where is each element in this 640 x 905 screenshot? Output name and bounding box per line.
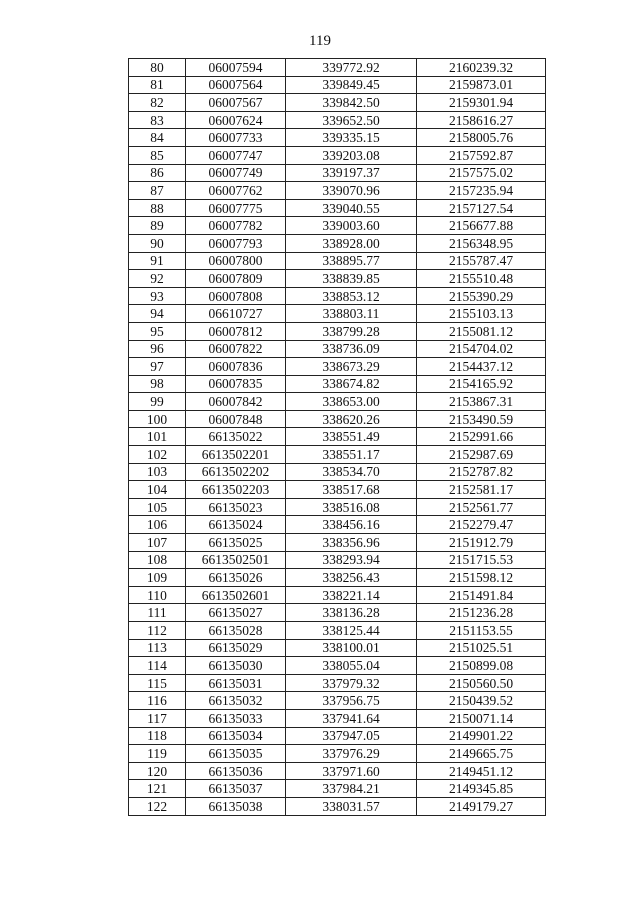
point-id-cell: 66135032: [186, 692, 286, 710]
point-id-cell: 06007733: [186, 129, 286, 147]
point-id-cell: 66135037: [186, 780, 286, 798]
point-id-cell: 06007782: [186, 217, 286, 235]
point-number-cell: 105: [129, 498, 186, 516]
point-number-cell: 111: [129, 604, 186, 622]
table-row: [129, 428, 546, 446]
point-id-cell: 06007762: [186, 182, 286, 200]
table-row: [129, 182, 546, 200]
table-row: [129, 780, 546, 798]
table-row: [129, 94, 546, 112]
point-id-cell: 06007809: [186, 270, 286, 288]
x-coordinate-cell: 337976.29: [286, 745, 417, 763]
y-coordinate-cell: 2152987.69: [417, 446, 546, 464]
point-number-cell: 110: [129, 586, 186, 604]
point-number-cell: 93: [129, 287, 186, 305]
table-row: [129, 639, 546, 657]
table-row: [129, 622, 546, 640]
x-coordinate-cell: 337947.05: [286, 727, 417, 745]
point-number-cell: 118: [129, 727, 186, 745]
x-coordinate-cell: 338853.12: [286, 287, 417, 305]
point-number-cell: 113: [129, 639, 186, 657]
table-row: [129, 76, 546, 94]
point-number-cell: 91: [129, 252, 186, 270]
point-id-cell: 06007749: [186, 164, 286, 182]
x-coordinate-cell: 338534.70: [286, 463, 417, 481]
x-coordinate-cell: 338100.01: [286, 639, 417, 657]
point-number-cell: 94: [129, 305, 186, 323]
table-row: [129, 709, 546, 727]
point-number-cell: 106: [129, 516, 186, 534]
y-coordinate-cell: 2158005.76: [417, 129, 546, 147]
table-row: [129, 551, 546, 569]
table-row: [129, 446, 546, 464]
x-coordinate-cell: 339197.37: [286, 164, 417, 182]
y-coordinate-cell: 2157235.94: [417, 182, 546, 200]
x-coordinate-cell: 338136.28: [286, 604, 417, 622]
x-coordinate-cell: 338653.00: [286, 393, 417, 411]
point-id-cell: 06007567: [186, 94, 286, 112]
x-coordinate-cell: 338839.85: [286, 270, 417, 288]
table-row: [129, 481, 546, 499]
table-row: [129, 59, 546, 77]
table-row: [129, 569, 546, 587]
y-coordinate-cell: 2155787.47: [417, 252, 546, 270]
y-coordinate-cell: 2153490.59: [417, 410, 546, 428]
table-row: [129, 463, 546, 481]
y-coordinate-cell: 2160239.32: [417, 59, 546, 77]
point-number-cell: 108: [129, 551, 186, 569]
y-coordinate-cell: 2149345.85: [417, 780, 546, 798]
table-row: [129, 234, 546, 252]
y-coordinate-cell: 2159301.94: [417, 94, 546, 112]
y-coordinate-cell: 2155081.12: [417, 322, 546, 340]
x-coordinate-cell: 339040.55: [286, 199, 417, 217]
point-id-cell: 66135029: [186, 639, 286, 657]
point-number-cell: 84: [129, 129, 186, 147]
x-coordinate-cell: 337956.75: [286, 692, 417, 710]
point-number-cell: 104: [129, 481, 186, 499]
point-number-cell: 114: [129, 657, 186, 675]
y-coordinate-cell: 2150899.08: [417, 657, 546, 675]
x-coordinate-cell: 338516.08: [286, 498, 417, 516]
x-coordinate-cell: 339070.96: [286, 182, 417, 200]
x-coordinate-cell: 337979.32: [286, 674, 417, 692]
table-row: [129, 410, 546, 428]
x-coordinate-cell: 339003.60: [286, 217, 417, 235]
point-id-cell: 06007842: [186, 393, 286, 411]
point-id-cell: 66135036: [186, 762, 286, 780]
point-number-cell: 87: [129, 182, 186, 200]
y-coordinate-cell: 2155103.13: [417, 305, 546, 323]
point-id-cell: 06007836: [186, 358, 286, 376]
x-coordinate-cell: 339335.15: [286, 129, 417, 147]
x-coordinate-cell: 338799.28: [286, 322, 417, 340]
y-coordinate-cell: 2151598.12: [417, 569, 546, 587]
x-coordinate-cell: 338517.68: [286, 481, 417, 499]
y-coordinate-cell: 2151912.79: [417, 534, 546, 552]
point-id-cell: 66135024: [186, 516, 286, 534]
table-row: [129, 762, 546, 780]
point-id-cell: 06007822: [186, 340, 286, 358]
point-number-cell: 100: [129, 410, 186, 428]
y-coordinate-cell: 2151236.28: [417, 604, 546, 622]
point-number-cell: 122: [129, 797, 186, 815]
table-row: [129, 252, 546, 270]
point-number-cell: 80: [129, 59, 186, 77]
x-coordinate-cell: 338031.57: [286, 797, 417, 815]
point-number-cell: 102: [129, 446, 186, 464]
point-id-cell: 06007594: [186, 59, 286, 77]
point-number-cell: 83: [129, 111, 186, 129]
table-row: [129, 604, 546, 622]
x-coordinate-cell: 338125.44: [286, 622, 417, 640]
page-number: 119: [309, 33, 331, 49]
table-row: [129, 164, 546, 182]
point-id-cell: 6613502202: [186, 463, 286, 481]
y-coordinate-cell: 2150439.52: [417, 692, 546, 710]
x-coordinate-cell: 338620.26: [286, 410, 417, 428]
point-id-cell: 66135038: [186, 797, 286, 815]
point-number-cell: 115: [129, 674, 186, 692]
point-id-cell: 06007835: [186, 375, 286, 393]
x-coordinate-cell: 338055.04: [286, 657, 417, 675]
table-row: [129, 692, 546, 710]
x-coordinate-cell: 338356.96: [286, 534, 417, 552]
table-row: [129, 674, 546, 692]
point-number-cell: 99: [129, 393, 186, 411]
point-id-cell: 6613502203: [186, 481, 286, 499]
y-coordinate-cell: 2151025.51: [417, 639, 546, 657]
x-coordinate-cell: 337971.60: [286, 762, 417, 780]
point-id-cell: 66135031: [186, 674, 286, 692]
point-number-cell: 92: [129, 270, 186, 288]
y-coordinate-cell: 2152787.82: [417, 463, 546, 481]
point-id-cell: 06007564: [186, 76, 286, 94]
point-id-cell: 06610727: [186, 305, 286, 323]
point-id-cell: 06007624: [186, 111, 286, 129]
table-row: [129, 393, 546, 411]
point-number-cell: 82: [129, 94, 186, 112]
y-coordinate-cell: 2153867.31: [417, 393, 546, 411]
x-coordinate-cell: 337984.21: [286, 780, 417, 798]
y-coordinate-cell: 2158616.27: [417, 111, 546, 129]
y-coordinate-cell: 2149665.75: [417, 745, 546, 763]
y-coordinate-cell: 2154704.02: [417, 340, 546, 358]
y-coordinate-cell: 2150071.14: [417, 709, 546, 727]
y-coordinate-cell: 2152561.77: [417, 498, 546, 516]
point-number-cell: 89: [129, 217, 186, 235]
y-coordinate-cell: 2157127.54: [417, 199, 546, 217]
x-coordinate-cell: 339652.50: [286, 111, 417, 129]
y-coordinate-cell: 2154437.12: [417, 358, 546, 376]
x-coordinate-cell: 338221.14: [286, 586, 417, 604]
point-number-cell: 107: [129, 534, 186, 552]
y-coordinate-cell: 2154165.92: [417, 375, 546, 393]
table-row: [129, 322, 546, 340]
x-coordinate-cell: 339203.08: [286, 146, 417, 164]
point-number-cell: 95: [129, 322, 186, 340]
table-row: [129, 111, 546, 129]
y-coordinate-cell: 2149179.27: [417, 797, 546, 815]
point-number-cell: 117: [129, 709, 186, 727]
point-id-cell: 66135030: [186, 657, 286, 675]
point-number-cell: 101: [129, 428, 186, 446]
y-coordinate-cell: 2157575.02: [417, 164, 546, 182]
y-coordinate-cell: 2159873.01: [417, 76, 546, 94]
table-row: [129, 586, 546, 604]
y-coordinate-cell: 2152279.47: [417, 516, 546, 534]
table-row: [129, 657, 546, 675]
x-coordinate-cell: 338928.00: [286, 234, 417, 252]
x-coordinate-cell: 338551.49: [286, 428, 417, 446]
x-coordinate-cell: 338895.77: [286, 252, 417, 270]
x-coordinate-cell: 339849.45: [286, 76, 417, 94]
point-id-cell: 6613502201: [186, 446, 286, 464]
x-coordinate-cell: 338456.16: [286, 516, 417, 534]
point-number-cell: 121: [129, 780, 186, 798]
point-number-cell: 120: [129, 762, 186, 780]
table-row: [129, 270, 546, 288]
y-coordinate-cell: 2151715.53: [417, 551, 546, 569]
point-number-cell: 96: [129, 340, 186, 358]
point-number-cell: 86: [129, 164, 186, 182]
point-id-cell: 06007800: [186, 252, 286, 270]
x-coordinate-cell: 338674.82: [286, 375, 417, 393]
y-coordinate-cell: 2155510.48: [417, 270, 546, 288]
table-row: [129, 287, 546, 305]
point-id-cell: 06007793: [186, 234, 286, 252]
point-id-cell: 66135022: [186, 428, 286, 446]
x-coordinate-cell: 339842.50: [286, 94, 417, 112]
table-row: [129, 727, 546, 745]
table-row: [129, 305, 546, 323]
point-number-cell: 85: [129, 146, 186, 164]
point-number-cell: 103: [129, 463, 186, 481]
table-row: [129, 358, 546, 376]
point-id-cell: 66135025: [186, 534, 286, 552]
point-number-cell: 119: [129, 745, 186, 763]
point-number-cell: 90: [129, 234, 186, 252]
y-coordinate-cell: 2149451.12: [417, 762, 546, 780]
point-id-cell: 66135033: [186, 709, 286, 727]
y-coordinate-cell: 2156348.95: [417, 234, 546, 252]
table-row: [129, 745, 546, 763]
table-row: [129, 146, 546, 164]
point-number-cell: 98: [129, 375, 186, 393]
table-row: [129, 797, 546, 815]
point-id-cell: 66135026: [186, 569, 286, 587]
table-row: [129, 199, 546, 217]
point-number-cell: 81: [129, 76, 186, 94]
x-coordinate-cell: 338736.09: [286, 340, 417, 358]
x-coordinate-cell: 338256.43: [286, 569, 417, 587]
point-id-cell: 66135034: [186, 727, 286, 745]
x-coordinate-cell: 338673.29: [286, 358, 417, 376]
y-coordinate-cell: 2150560.50: [417, 674, 546, 692]
x-coordinate-cell: 338803.11: [286, 305, 417, 323]
y-coordinate-cell: 2149901.22: [417, 727, 546, 745]
table-row: [129, 129, 546, 147]
y-coordinate-cell: 2157592.87: [417, 146, 546, 164]
point-id-cell: 06007775: [186, 199, 286, 217]
point-id-cell: 6613502501: [186, 551, 286, 569]
point-id-cell: 06007747: [186, 146, 286, 164]
table-row: [129, 498, 546, 516]
point-id-cell: 66135028: [186, 622, 286, 640]
point-id-cell: 06007808: [186, 287, 286, 305]
x-coordinate-cell: 339772.92: [286, 59, 417, 77]
point-number-cell: 112: [129, 622, 186, 640]
point-number-cell: 88: [129, 199, 186, 217]
x-coordinate-cell: 338551.17: [286, 446, 417, 464]
table-row: [129, 534, 546, 552]
y-coordinate-cell: 2152991.66: [417, 428, 546, 446]
table-row: [129, 516, 546, 534]
y-coordinate-cell: 2155390.29: [417, 287, 546, 305]
point-id-cell: 6613502601: [186, 586, 286, 604]
point-number-cell: 116: [129, 692, 186, 710]
point-number-cell: 97: [129, 358, 186, 376]
y-coordinate-cell: 2152581.17: [417, 481, 546, 499]
x-coordinate-cell: 337941.64: [286, 709, 417, 727]
y-coordinate-cell: 2151491.84: [417, 586, 546, 604]
coordinates-table-body: [129, 59, 546, 816]
point-id-cell: 66135023: [186, 498, 286, 516]
x-coordinate-cell: 338293.94: [286, 551, 417, 569]
point-id-cell: 66135027: [186, 604, 286, 622]
coordinates-table: [128, 58, 546, 816]
table-row: [129, 217, 546, 235]
point-id-cell: 06007812: [186, 322, 286, 340]
point-number-cell: 109: [129, 569, 186, 587]
table-row: [129, 375, 546, 393]
y-coordinate-cell: 2156677.88: [417, 217, 546, 235]
y-coordinate-cell: 2151153.55: [417, 622, 546, 640]
point-id-cell: 06007848: [186, 410, 286, 428]
point-id-cell: 66135035: [186, 745, 286, 763]
table-row: [129, 340, 546, 358]
